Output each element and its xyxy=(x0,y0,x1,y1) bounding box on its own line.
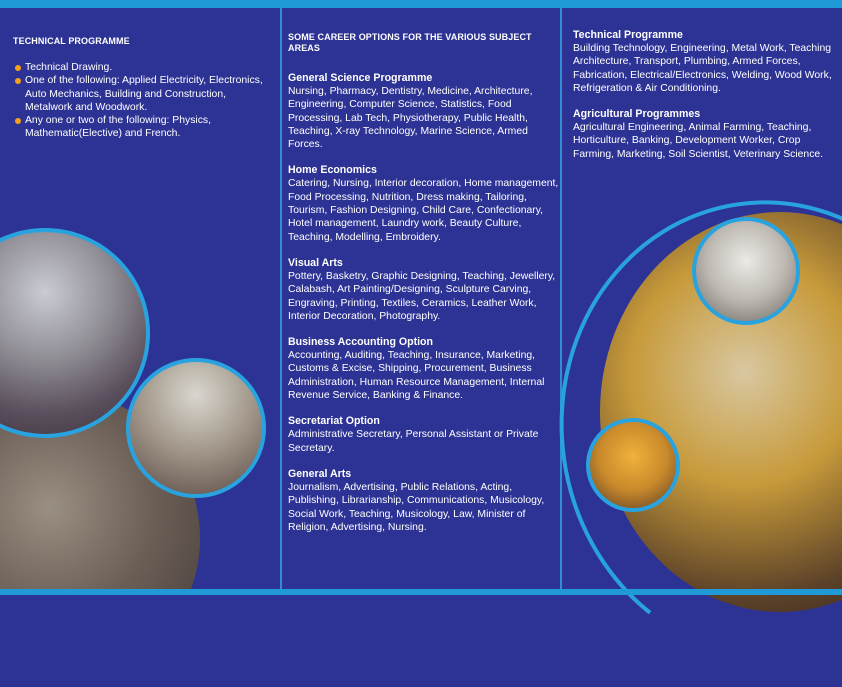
requirement-list xyxy=(13,61,268,141)
section-text: Pottery, Basketry, Graphic Designing, Teaching, Jewellery, Calabash, Art Painting/Designing, Sculpture Carving, Engraving, Printing, Textiles, Ceramics, Leather Work, Interior Decoration, Photography. xyxy=(288,270,556,322)
panel-career-options xyxy=(282,8,560,595)
list-item: Any one or two of the following: Physics, Mathematic(Elective) and French. xyxy=(13,114,268,141)
section-text: Nursing, Pharmacy, Dentistry, Medicine, Architecture, Engineering, Computer Science, Statistics, Food Processing, Lab Tech, Physiotherapy, Public Health, Teaching, X-ray Technology, Marine Science, Armed Forces. xyxy=(288,86,533,151)
section-text: Agricultural Engineering, Animal Farming, Teaching, Horticulture, Banking, Development Worker, Crop Farming, Marketing, Soil Scientist, Veterinary Science. xyxy=(573,122,824,160)
list-item: Technical Drawing. xyxy=(13,61,268,74)
section-title: General Arts xyxy=(288,467,352,480)
section-title: Secretariat Option xyxy=(288,415,380,428)
section-title: Home Economics xyxy=(288,164,377,177)
career-section xyxy=(288,336,560,402)
top-accent-bar xyxy=(0,0,842,8)
section-title: Agricultural Programmes xyxy=(573,108,701,121)
panel2-heading: SOME CAREER OPTIONS FOR THE VARIOUS SUBJECT AREAS xyxy=(288,32,532,53)
section-text: Administrative Secretary, Personal Assistant or Private Secretary. xyxy=(288,429,539,454)
section-title: General Science Programme xyxy=(288,72,433,84)
list-item: One of the following: Applied Electricity, Electronics, Auto Mechanics, Building and Construction, Metalwork and Woodwork. xyxy=(13,74,268,114)
students-photo xyxy=(586,418,680,512)
career-sections xyxy=(288,72,560,547)
section-text: Building Technology, Engineering, Metal Work, Teaching Architecture, Transport, Plumbing, Armed Forces, Fabrication, Electrical/Electronics, Welding, Wood Work, Refrigeration & Air Conditioning. xyxy=(573,43,832,94)
section-title: Business Accounting Option xyxy=(288,336,433,349)
section-text: Accounting, Auditing, Teaching, Insurance, Marketing, Customs & Excise, Shipping, Procurement, Business Administration, Human Resource Management, Internal Revenue Service, Banking & Finance. xyxy=(288,350,545,402)
career-section xyxy=(288,72,560,151)
section-text: Journalism, Advertising, Public Relations, Acting, Publishing, Librarianship, Communications, Musicology, Social Work, Teaching, Musicology, Law, Minister of Religion, Advertising, Nursing. xyxy=(288,481,545,533)
panel1-heading: TECHNICAL PROGRAMME xyxy=(13,36,130,46)
career-section xyxy=(573,108,835,161)
career-section xyxy=(288,164,560,243)
career-section xyxy=(288,468,560,534)
panel-technical-requirements xyxy=(0,8,280,595)
section-title: Visual Arts xyxy=(288,256,343,269)
bottom-accent-bar xyxy=(0,589,842,595)
career-section xyxy=(288,257,560,323)
career-sections xyxy=(573,29,835,174)
speaker-photo xyxy=(692,217,800,325)
career-section xyxy=(573,29,835,95)
hall-photo xyxy=(0,228,150,438)
career-section xyxy=(288,415,560,455)
section-title: Technical Programme xyxy=(573,29,683,41)
students-raising-hands-photo xyxy=(126,358,266,498)
section-text: Catering, Nursing, Interior decoration, Home management, Food Processing, Nutrition, Dress making, Tailoring, Tourism, Fashion Designing, Child Care, Confectionary, Hotel management, Laundry work, Beauty Culture, Teaching, Modelling, Embroidery. xyxy=(288,178,559,243)
